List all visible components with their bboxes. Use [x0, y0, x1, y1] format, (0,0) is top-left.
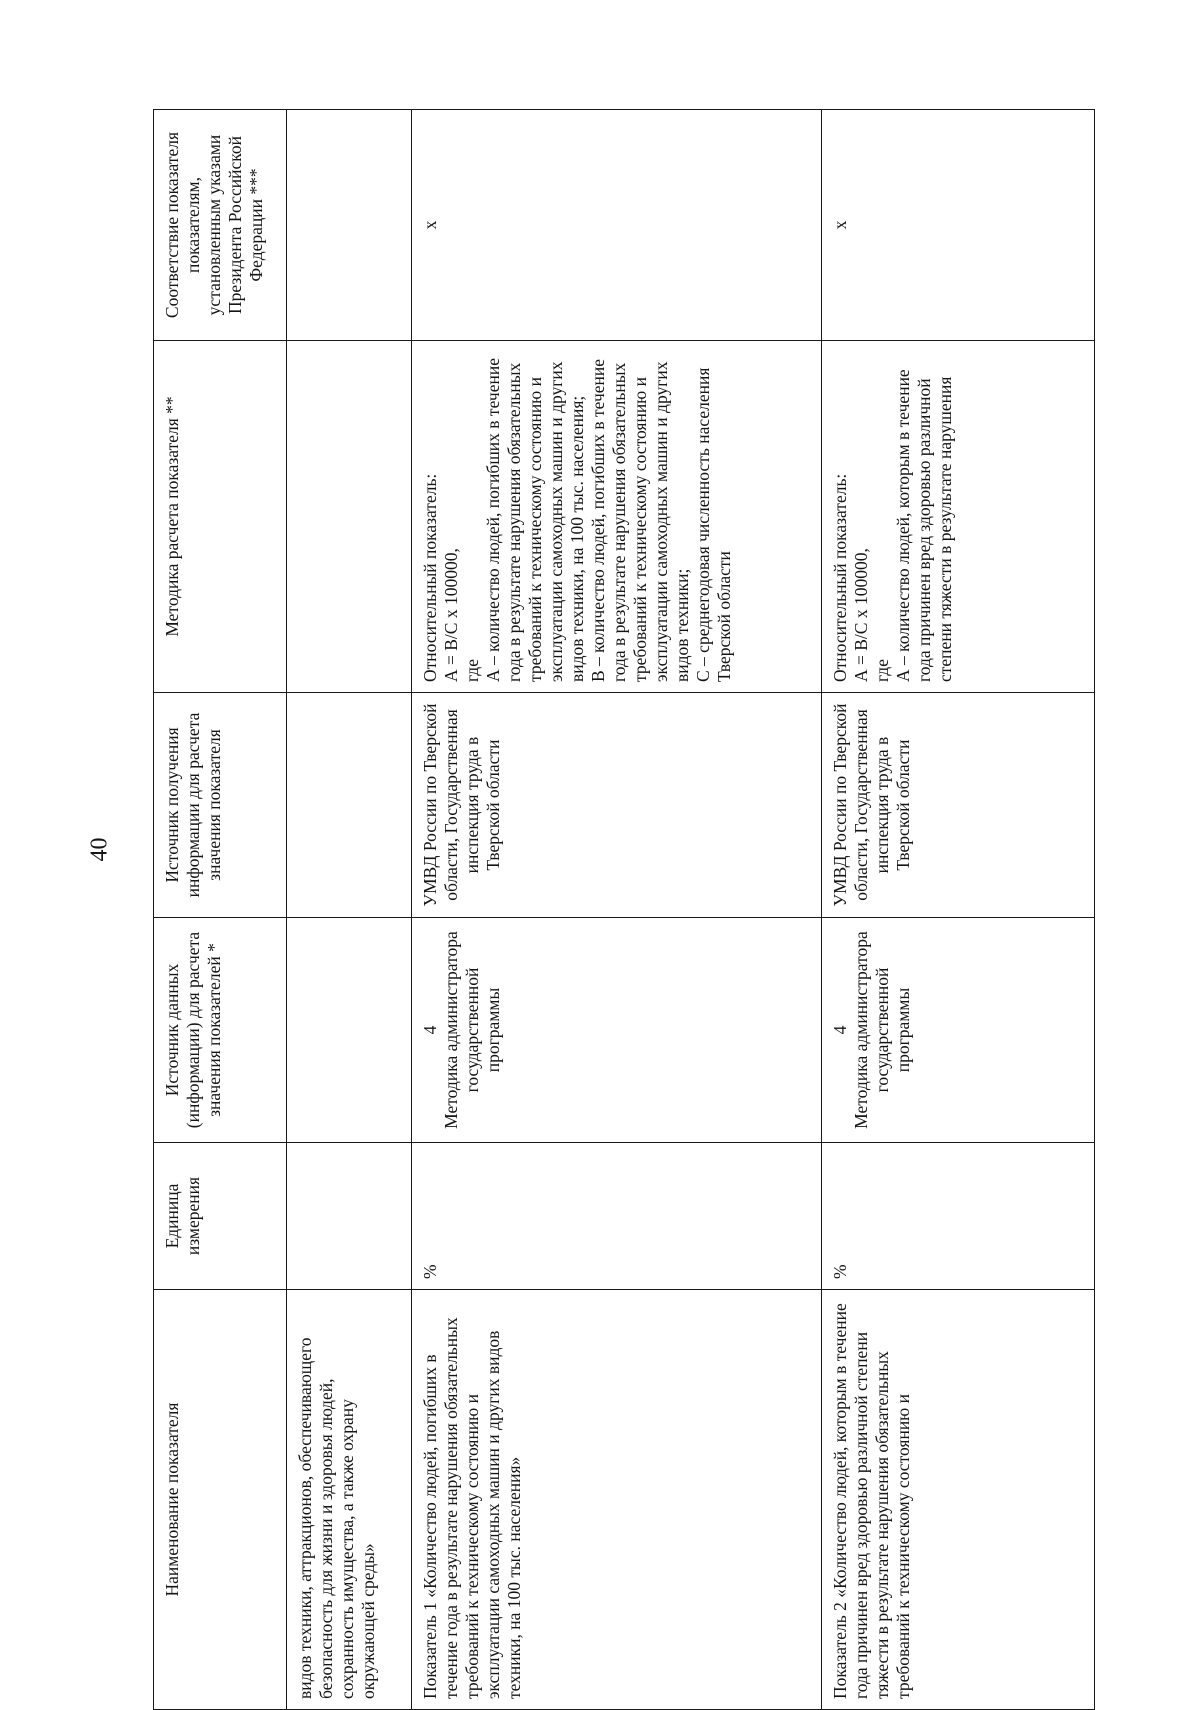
method-line: Относительный показатель: [830, 473, 850, 682]
cell-name: Показатель 1 «Количество людей, погибших в течение года в результате нарушения обязательных требований к техническому состоянию и эксплуатации самоходных машин и других видов техники, на 100 тыс. населения» [412, 1290, 822, 1710]
header-unit: Единица измерения [154, 1143, 287, 1290]
cell-unit: % [412, 1143, 822, 1290]
cell-method [287, 341, 412, 693]
table-row-indicator-1 [412, 110, 822, 1710]
method-line: С – среднегодовая численность населения Тверской области [693, 367, 734, 682]
cell-unit [287, 1143, 412, 1290]
method-line: А = В/С x 100000, [851, 548, 871, 682]
method-line: где [462, 659, 482, 682]
header-data-source: Источник данных (информации) для расчета значения показателей * [154, 918, 287, 1143]
method-line: А = В/С x 100000, [441, 548, 461, 682]
header-info-source: Источник получения информации для расчета значения показателя [154, 693, 287, 918]
table-row-indicator-2 [822, 110, 1095, 1710]
cell-info-source: УМВД России по Тверской области, Государственная инспекция труда в Тверской области [412, 693, 822, 918]
table-header-row [154, 110, 287, 1710]
cell-info-source [287, 693, 412, 918]
cell-data-source [287, 918, 412, 1143]
header-name: Наименование показателя [154, 1290, 287, 1710]
header-method: Методика расчета показателя ** [154, 341, 287, 693]
rotated-table-container [153, 110, 1088, 1710]
method-line: где [872, 659, 892, 682]
cell-data-source [412, 918, 822, 1143]
data-source-code: 4 [830, 1025, 850, 1035]
method-line: А – количество людей, погибших в течение года в результате нарушения обязательных требований к техническому состоянию и эксплуатации самоходных машин и других видов техники, на 100 тыс. населения; [483, 358, 587, 682]
table-row-continuation [287, 110, 412, 1710]
cell-compliance: x [412, 110, 822, 341]
cell-name: Показатель 2 «Количество людей, которым в течение года причинен вред здоровью различной степени тяжести в результате нарушения обязательных требований к техническому состоянию и [822, 1290, 1095, 1710]
data-source-text: Методика администратора государственной программы [441, 931, 503, 1129]
header-compliance: Соответствие показателя показателям, установленным указами Президента Российской Федерации *** [154, 110, 287, 341]
data-source-text: Методика администратора государственной программы [851, 931, 913, 1129]
method-line: А – количество людей, которым в течение года причинен вред здоровью различной степени тяжести в результате нарушения [893, 369, 955, 682]
cell-method [412, 341, 822, 693]
cell-name: видов техники, аттракционов, обеспечивающего безопасность для жизни и здоровья людей, сохранность имущества, а также охрану окружающей среды» [287, 1290, 412, 1710]
page-number: 40 [86, 837, 113, 862]
cell-unit: % [822, 1143, 1095, 1290]
cell-method [822, 341, 1095, 693]
cell-info-source: УМВД России по Тверской области, Государственная инспекция труда в Тверской области [822, 693, 1095, 918]
cell-compliance: x [822, 110, 1095, 341]
method-line: Относительный показатель: [420, 473, 440, 682]
method-line: В – количество людей, погибших в течение года в результате нарушения обязательных требований к техническому состоянию и эксплуатации самоходных машин и других видов техники; [588, 358, 692, 682]
cell-data-source [822, 918, 1095, 1143]
indicators-table [153, 109, 1095, 1710]
cell-compliance [287, 110, 412, 341]
data-source-code: 4 [420, 1025, 440, 1035]
